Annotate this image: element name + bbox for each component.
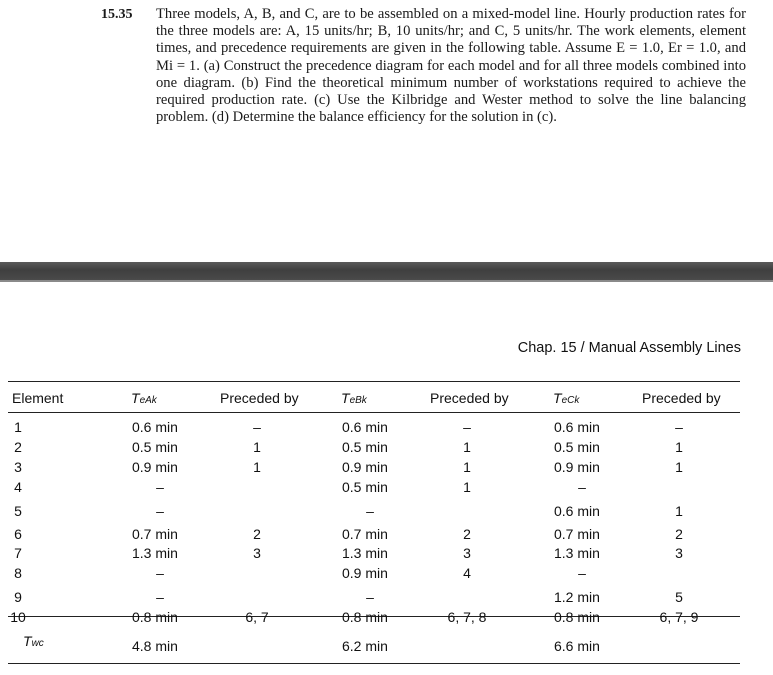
cell-time-c: 0.8 min [554,609,600,625]
cell-preceded-b: 3 [463,545,471,561]
cell-preceded-c: 1 [675,459,683,475]
problem-text: Three models, A, B, and C, are to be assembled on a mixed-model line. Hourly production rates for the three models are: A, 15 units/hr; B, 10 units/hr; and C, 5 units/hr. The work elements, element times, and precedence requirements are given in the following table. Assume E = 1.0, Er = 1.0, and Mi = 1. (a) Construct the precedence diagram for each model and for all three models combined into one diagram. (b) Find the theoretical minimum number of workstations required to achieve the required production rate. (c) Use the Kilbridge and Wester method to solve the line balancing problem. (d) Determine the balance efficiency for the solution in (c). [156,6,746,126]
cell-time-c: 0.6 min [554,419,600,435]
cell-element: 4 [14,479,22,495]
cell-time-b: 0.7 min [342,526,388,542]
total-time-c: 6.6 min [554,638,600,654]
total-time-b: 6.2 min [342,638,388,654]
cell-element: 7 [14,545,22,561]
cell-time-a: – [156,565,164,581]
cell-time-b: 1.3 min [342,545,388,561]
cell-preceded-c: – [675,419,683,435]
cell-time-a: – [156,589,164,605]
cell-time-b: 0.5 min [342,479,388,495]
cell-time-a: 0.6 min [132,419,178,435]
cell-preceded-c: 5 [675,589,683,605]
chapter-header: Chap. 15 / Manual Assembly Lines [517,340,741,356]
cell-preceded-a: 3 [253,545,261,561]
cell-time-b: 0.8 min [342,609,388,625]
cell-preceded-b: 2 [463,526,471,542]
table-bottom-rule [8,663,740,664]
cell-time-b: 0.6 min [342,419,388,435]
cell-time-c: 0.5 min [554,439,600,455]
cell-preceded-c: 2 [675,526,683,542]
cell-preceded-b: 4 [463,565,471,581]
page-divider [0,262,773,282]
header-tebk: TeBk [341,390,367,406]
cell-time-b: – [366,503,374,519]
cell-element: 8 [14,565,22,581]
cell-preceded-c: 1 [675,503,683,519]
cell-element: 6 [14,526,22,542]
cell-element: 1 [14,419,22,435]
table-top-rule [8,381,740,382]
cell-preceded-a: 1 [253,459,261,475]
cell-element: 2 [14,439,22,455]
cell-time-c: 1.3 min [554,545,600,561]
cell-element: 5 [14,503,22,519]
cell-time-c: 0.6 min [554,503,600,519]
cell-time-c: 0.9 min [554,459,600,475]
cell-preceded-c: 3 [675,545,683,561]
header-preceded-a: Preceded by [220,390,299,406]
cell-preceded-a: 1 [253,439,261,455]
cell-time-a: 0.9 min [132,459,178,475]
cell-time-a: 0.8 min [132,609,178,625]
header-teak: TeAk [131,390,157,406]
cell-time-c: 0.7 min [554,526,600,542]
cell-time-a: – [156,479,164,495]
cell-preceded-b: 1 [463,459,471,475]
cell-preceded-a: – [253,419,261,435]
cell-time-b: – [366,589,374,605]
cell-time-a: – [156,503,164,519]
header-teck: TeCk [553,390,580,406]
cell-element: 9 [14,589,22,605]
cell-preceded-b: 1 [463,479,471,495]
header-preceded-c: Preceded by [642,390,721,406]
cell-preceded-b: 6, 7, 8 [447,609,487,625]
problem-number: 15.35 [101,7,133,22]
header-element: Element [12,390,64,406]
problem-statement [101,6,746,126]
cell-time-a: 1.3 min [132,545,178,561]
cell-preceded-b: – [463,419,471,435]
cell-preceded-b: 1 [463,439,471,455]
cell-element: 10 [10,609,26,625]
cell-preceded-c: 6, 7, 9 [659,609,699,625]
table-header-rule [8,412,740,413]
cell-preceded-a: 2 [253,526,261,542]
cell-time-b: 0.5 min [342,439,388,455]
header-preceded-b: Preceded by [430,390,509,406]
total-label: Twc [23,633,44,649]
cell-preceded-c: 1 [675,439,683,455]
cell-time-c: – [578,565,586,581]
cell-time-c: – [578,479,586,495]
cell-preceded-a: 6, 7 [245,609,269,625]
cell-time-b: 0.9 min [342,565,388,581]
total-time-a: 4.8 min [132,638,178,654]
cell-time-c: 1.2 min [554,589,600,605]
cell-time-a: 0.7 min [132,526,178,542]
cell-time-b: 0.9 min [342,459,388,475]
cell-time-a: 0.5 min [132,439,178,455]
cell-element: 3 [14,459,22,475]
